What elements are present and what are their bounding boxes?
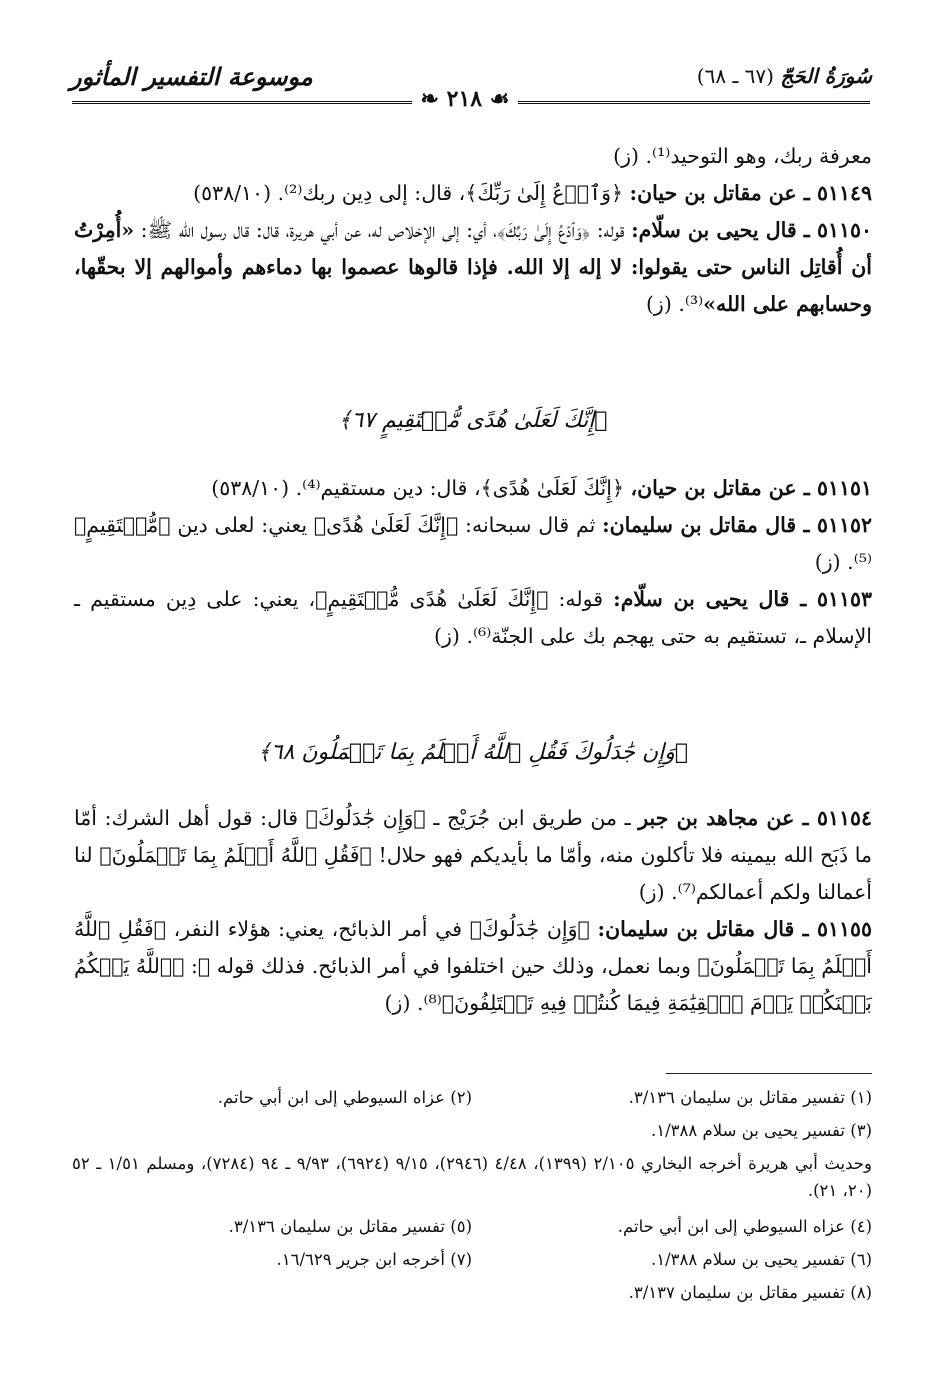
entry-ref: ⁽³⁾. (ز) <box>645 292 704 316</box>
entry-text: ﴿وَٱدۡعُ إِلَىٰ رَبِّكَ﴾، قال: إلى دِين ربك⁽²⁾. (٥٣٨/١٠) <box>193 181 630 205</box>
footnote-6: (٦) تفسير يحيى بن سلام ١/٣٨٨. <box>651 1250 872 1269</box>
footnote-2: (٢) عزاه السيوطي إلى ابن أبي حاتم. <box>217 1088 472 1107</box>
footnote-1: (١) تفسير مقاتل بن سليمان ٣/١٣٦. <box>628 1088 872 1107</box>
page-number: ❧ ٢١٨ ☙ <box>420 86 510 112</box>
entry-lead: ٥١١٤٩ ـ عن مقاتل بن حيان: <box>629 181 872 205</box>
footnote-3-continued: وحديث أبي هريرة أخرجه البخاري ٢/١٠٥ (١٣٩٩)، ٤/٤٨ (٢٩٤٦)، ٩/١٥ (٦٩٢٤)، ٩/٩٣ ـ ٩٤ (٧٢٨٤)، ومسلم ١/٥١ ـ ٥٢ (٢٠، ٢١). <box>72 1154 872 1200</box>
verse-range: (٦٧ ـ ٦٨) <box>696 64 774 88</box>
entry-text: ـ من طريق ابن جُرَيْج ـ ﴿وَإِن جَٰدَلُوكَ﴾ قال: قول أهل الشرك: أمّا ما ذَبَح الله بيمينه فلا تأكلون منه، وأمّا ما بأيديكم فهو حلال! ﴿فَقُلِ ٱللَّهُ أَعۡلَمُ بِمَا تَعۡمَلُونَ﴾ لنا أعمالنا ولكم أعمالكم⁽⁷⁾. (ز) <box>74 806 872 904</box>
footnote-separator <box>666 1073 872 1074</box>
entry-text: قوله: ﴿وَٱدۡعُ إِلَىٰ رَبِّكَ﴾، أي: إلى الإخلاص له، عن أبي هريرة، قال: قال رسول الله ﷺ: <box>134 218 632 242</box>
entry-lead: ٥١١٥٥ ـ قال مقاتل بن سليمان: <box>597 917 873 941</box>
entry-51153 <box>74 581 872 655</box>
footnote-4: (٤) عزاه السيوطي إلى ابن أبي حاتم. <box>617 1217 872 1236</box>
entry-lead: ٥١١٥١ ـ عن مقاتل بن حيان، <box>630 476 872 500</box>
entry-lead: ٥١١٥٠ ـ قال يحيى بن سلّام: <box>631 218 872 242</box>
entry-text: ثم قال سبحانه: ﴿إِنَّكَ لَعَلَىٰ هُدًى﴾ يعني: لعلى دين ﴿مُّسۡتَقِيمٍ﴾⁽⁵⁾. (ز) <box>74 513 872 574</box>
surah-label <box>697 64 872 88</box>
section-2 <box>74 470 872 655</box>
verse-68: ﴿وَإِن جَٰدَلُوكَ فَقُلِ ٱللَّهُ أَعۡلَمُ بِمَا تَعۡمَلُونَ ٦٨﴾ <box>257 740 689 765</box>
header-rule-right <box>518 101 870 104</box>
entry-51154 <box>74 800 872 911</box>
footnote-8: (٨) تفسير مقاتل بن سليمان ٣/١٣٧. <box>628 1283 872 1302</box>
entry-51151 <box>74 470 872 507</box>
entry-lead: ٥١١٥٤ ـ عن مجاهد بن جبر <box>638 806 872 830</box>
surah-name: سُورَةُ الحَجّ <box>780 64 872 88</box>
entry-51149 <box>74 175 872 212</box>
entry-51155 <box>74 911 872 1022</box>
entry-51152 <box>74 507 872 581</box>
footnote-7: (٧) أخرجه ابن جرير ١٦/٦٢٩. <box>276 1250 472 1269</box>
section-1 <box>74 138 872 323</box>
hadith-text: «أُمِرْتُ أن أُقاتِل الناس حتى يقولوا: لا إله إلا الله. فإذا قالوها عصموا بها دماءهم وأموالهم إلا بحقّها، وحسابهم على الله» <box>73 218 872 316</box>
verse-67: ﴿إِنَّكَ لَعَلَىٰ هُدًى مُّسۡتَقِيمٍ ٦٧﴾ <box>338 408 608 433</box>
header-rule-left <box>72 101 412 104</box>
entry-text: ﴿إِنَّكَ لَعَلَىٰ هُدًى﴾، قال: دين مستقيم⁽⁴⁾. (٥٣٨/١٠) <box>211 476 631 500</box>
paragraph-text: معرفة ربك، وهو التوحيد⁽¹⁾. (ز) <box>613 144 872 168</box>
footnote-3: (٣) تفسير يحيى بن سلام ١/٣٨٨. <box>651 1121 872 1140</box>
entry-text: ﴿وَإِن جَٰدَلُوكَ﴾ في أمر الذبائح، يعني: هؤلاء النفر، ﴿فَقُلِ ٱللَّهُ أَعۡلَمُ بِمَا تَعۡمَلُونَ﴾ وبما نعمل، وذلك حين اختلفوا في أمر الذبائح. فذلك قوله ﷻ: ﴿ٱللَّهُ يَحۡكُمُ بَيۡنَكُمۡ يَوۡمَ ٱلۡقِيَٰمَةِ فِيمَا كُنتُمۡ فِيهِ تَخۡتَلِفُونَ﴾⁽⁸⁾. (ز) <box>74 917 872 1015</box>
entry-text: قوله: ﴿إِنَّكَ لَعَلَىٰ هُدًى مُّسۡتَقِيمٍ﴾، يعني: على دِين مستقيم ـ الإسلام ـ، تستقيم به حتى يهجم بك على الجنّة⁽⁶⁾. (ز) <box>74 587 872 648</box>
book-title: موسوعة التفسير المأثور <box>70 62 313 91</box>
verse-68-block <box>74 734 872 771</box>
entry-lead: ٥١١٥٣ ـ قال يحيى بن سلّام: <box>613 587 873 611</box>
entry-51150 <box>74 212 872 323</box>
section-3 <box>74 800 872 1022</box>
verse-67-block <box>74 402 872 439</box>
entry-lead: ٥١١٥٢ ـ قال مقاتل بن سليمان: <box>602 513 872 537</box>
footnote-5: (٥) تفسير مقاتل بن سليمان ٣/١٣٦. <box>228 1217 472 1236</box>
page-number-value: ٢١٨ <box>446 86 483 112</box>
paragraph-continuation <box>74 138 872 175</box>
